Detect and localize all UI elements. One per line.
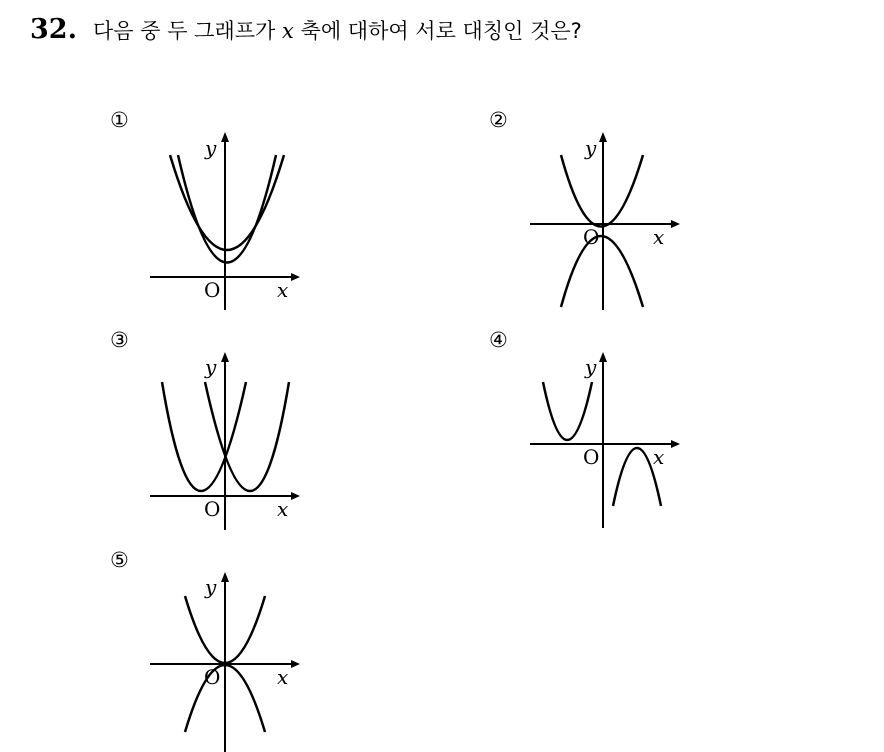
question-text-after: 축에 대하여 서로 대칭인 것은? (300, 19, 582, 43)
origin-label: O (583, 445, 600, 469)
x-label: x (653, 225, 665, 249)
origin-label: O (204, 665, 221, 689)
outer-parabola (170, 155, 284, 250)
choice-3-marker[interactable]: ③ (110, 328, 129, 352)
choice-1-marker[interactable]: ① (110, 108, 129, 132)
choice-1-graph (140, 125, 310, 315)
choice-5-marker[interactable]: ⑤ (110, 548, 129, 572)
upper-left-parabola (543, 382, 592, 440)
x-label: x (277, 497, 289, 521)
question-variable: x (282, 19, 294, 43)
inner-parabola (178, 155, 276, 263)
y-axis-arrow (599, 352, 607, 362)
choice-5-graph (140, 565, 310, 752)
choice-2-marker[interactable]: ② (489, 108, 508, 132)
y-axis-arrow (221, 352, 229, 362)
x-label: x (277, 665, 289, 689)
y-axis-arrow (221, 572, 229, 582)
y-label: y (585, 355, 597, 379)
x-axis-arrow (291, 273, 300, 281)
x-axis-arrow (671, 440, 680, 448)
choice-4-graph (520, 345, 690, 535)
origin-label: O (204, 497, 221, 521)
x-label: x (277, 278, 289, 302)
y-label: y (205, 355, 217, 379)
choice-4-marker[interactable]: ④ (489, 328, 508, 352)
origin-label: O (583, 225, 600, 249)
x-axis-arrow (291, 492, 300, 500)
question-number: 32. (30, 14, 77, 45)
x-axis-arrow (291, 660, 300, 668)
y-label: y (585, 136, 597, 160)
question-text-before: 다음 중 두 그래프가 (92, 19, 276, 43)
x-axis-arrow (671, 220, 680, 228)
y-axis-arrow (599, 132, 607, 142)
choice-2-graph (520, 125, 690, 315)
question-text (93, 15, 582, 45)
question-stem (30, 14, 582, 54)
x-label: x (653, 445, 665, 469)
y-label: y (205, 136, 217, 160)
choice-3-graph (140, 345, 310, 535)
y-axis-arrow (221, 132, 229, 142)
origin-label: O (204, 278, 221, 302)
y-label: y (205, 575, 217, 599)
